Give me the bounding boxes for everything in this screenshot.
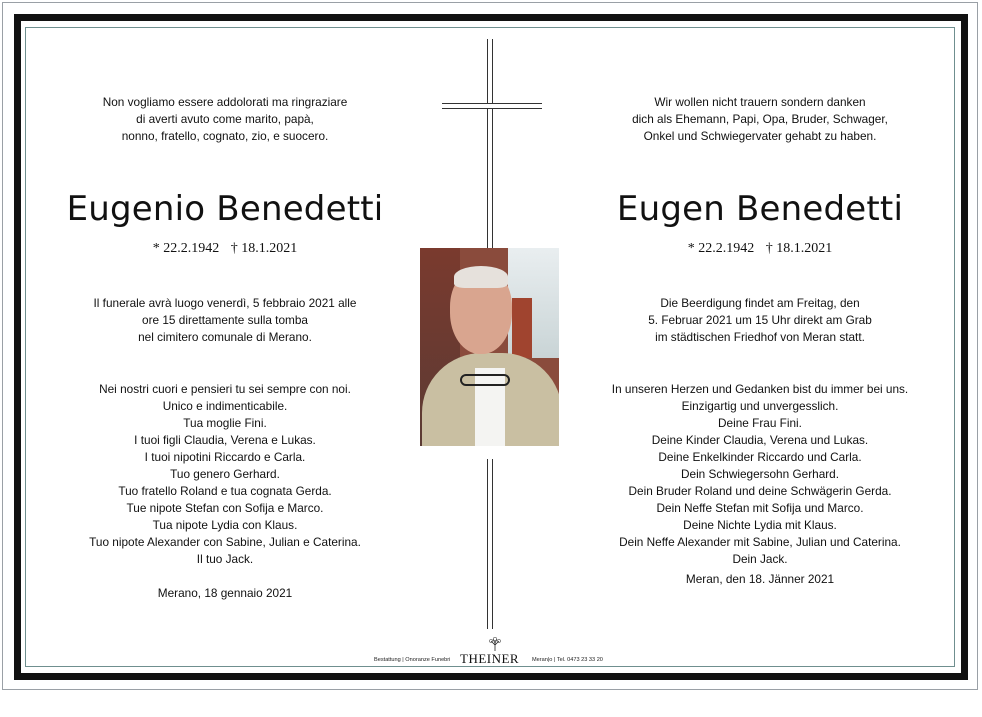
family-line: Dein Neffe Stefan mit Sofija und Marco. — [656, 501, 864, 515]
deceased-name-german: Eugen Benedetti — [616, 189, 904, 229]
intro-line: Non vogliamo essere addolorati ma ringraziare — [102, 95, 348, 109]
family-list-german — [585, 381, 935, 568]
birth-date: * 22.2.1942 — [152, 241, 220, 256]
family-line: I tuoi nipotini Riccardo e Carla. — [144, 450, 306, 464]
funeral-home-footer — [370, 645, 630, 669]
family-line: Tua nipote Lydia con Klaus. — [152, 518, 298, 532]
place-date-german: Meran, den 18. Jänner 2021 — [685, 572, 835, 586]
funeral-info-italian — [60, 295, 390, 346]
italian-intro — [60, 94, 390, 145]
intro-line: dich als Ehemann, Papi, Opa, Bruder, Schwager, — [632, 112, 888, 126]
family-line: Dein Schwiegersohn Gerhard. — [680, 467, 840, 481]
cross-junction — [488, 104, 492, 108]
family-line: Einzigartig und unvergesslich. — [681, 399, 839, 413]
footer-service-label: Bestattung | Onoranze Funebri — [374, 657, 451, 663]
family-line: In unseren Herzen und Gedanken bist du immer bei uns. — [611, 382, 909, 396]
family-line: Dein Bruder Roland und deine Schwägerin Gerda. — [628, 484, 892, 498]
german-intro — [585, 94, 935, 145]
family-line: Tua moglie Fini. — [183, 416, 267, 430]
funeral-line: Die Beerdigung findet am Freitag, den — [660, 296, 860, 310]
family-line: I tuoi figli Claudia, Verena e Lukas. — [134, 433, 316, 447]
cross-crossbar — [442, 103, 542, 109]
cross-lower-beam — [487, 459, 493, 629]
funeral-home-brand: THEINER — [460, 651, 520, 666]
tree-logo-icon — [487, 637, 503, 651]
intro-line: di averti avuto come marito, papà, — [136, 112, 314, 126]
funeral-line: nel cimitero comunale di Merano. — [138, 330, 312, 344]
birth-date: * 22.2.1942 — [687, 241, 755, 256]
intro-line: Wir wollen nicht trauern sondern danken — [654, 95, 866, 109]
family-line: Tue nipote Stefan con Sofija e Marco. — [126, 501, 324, 515]
funeral-line: 5. Februar 2021 um 15 Uhr direkt am Grab — [648, 313, 872, 327]
family-line: Deine Kinder Claudia, Verena und Lukas. — [651, 433, 869, 447]
family-line: Il tuo Jack. — [196, 552, 254, 566]
funeral-line: im städtischen Friedhof von Meran statt. — [655, 330, 865, 344]
funeral-line: ore 15 direttamente sulla tomba — [142, 313, 308, 327]
family-line: Deine Nichte Lydia mit Klaus. — [683, 518, 837, 532]
photo-hair — [454, 266, 508, 288]
family-line: Tuo genero Gerhard. — [170, 467, 280, 481]
intro-line: nonno, fratello, cognato, zio, e suocero. — [121, 129, 329, 143]
deceased-name-italian: Eugenio Benedetti — [66, 189, 384, 229]
family-list-italian — [60, 381, 390, 568]
death-date: † 18.1.2021 — [230, 241, 298, 256]
life-dates-german — [585, 240, 935, 257]
funeral-line: Il funerale avrà luogo venerdì, 5 febbraio 2021 alle — [93, 296, 357, 310]
funeral-info-german — [585, 295, 935, 346]
portrait-photo — [420, 248, 559, 446]
family-line: Nei nostri cuori e pensieri tu sei sempre con noi. — [99, 382, 351, 396]
intro-line: Onkel und Schwiegervater gehabt zu haben. — [643, 129, 877, 143]
family-line: Dein Neffe Alexander mit Sabine, Julian und Caterina. — [619, 535, 901, 549]
family-line: Tuo nipote Alexander con Sabine, Julian e Caterina. — [89, 535, 361, 549]
death-date: † 18.1.2021 — [765, 241, 833, 256]
family-line: Dein Jack. — [732, 552, 788, 566]
photo-glasses — [460, 374, 510, 386]
family-line: Unico e indimenticabile. — [162, 399, 288, 413]
family-line: Tuo fratello Roland e tua cognata Gerda. — [118, 484, 332, 498]
footer-contact: Meran|o | Tel. 0473 23 33 20 — [532, 657, 603, 663]
family-line: Deine Frau Fini. — [718, 416, 802, 430]
family-line: Deine Enkelkinder Riccardo und Carla. — [658, 450, 862, 464]
cross-upper-beam — [487, 39, 493, 249]
life-dates-italian — [60, 240, 390, 257]
photo-chair — [512, 298, 532, 358]
place-date-italian: Merano, 18 gennaio 2021 — [157, 586, 293, 600]
